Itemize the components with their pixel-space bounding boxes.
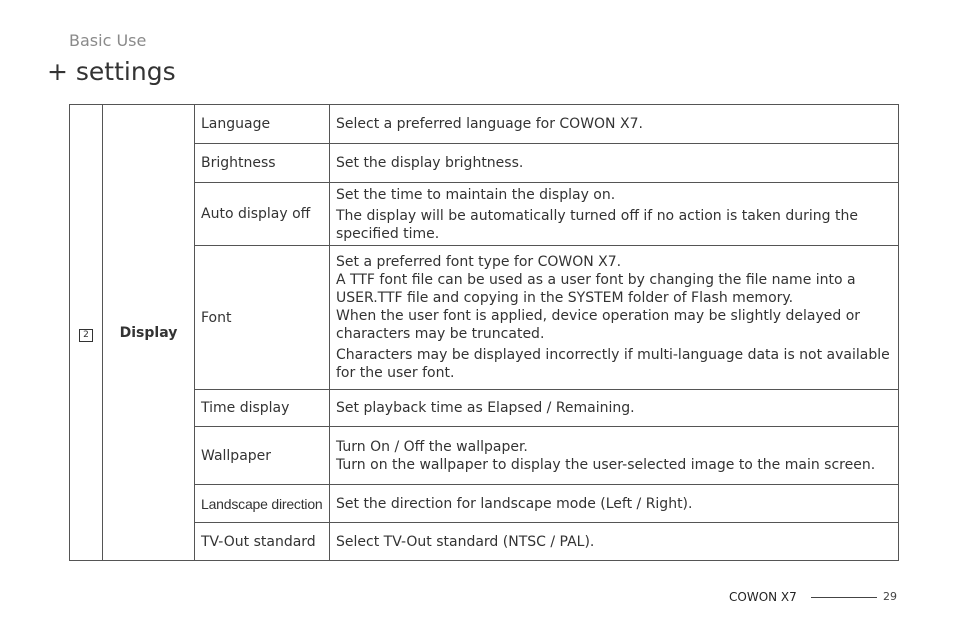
setting-description bbox=[330, 105, 899, 144]
description-line: Set a preferred font type for COWON X7. bbox=[336, 254, 622, 270]
setting-description bbox=[330, 427, 899, 485]
setting-name: Time display bbox=[195, 390, 330, 427]
description-line: When the user font is applied, device operation may be slightly delayed or characters may be truncated. bbox=[336, 308, 861, 342]
setting-name: Landscape direction bbox=[195, 485, 330, 523]
table-row bbox=[70, 144, 899, 183]
description-line: Set the display brightness. bbox=[336, 155, 524, 171]
setting-name: Font bbox=[195, 246, 330, 390]
description-line: Select a preferred language for COWON X7. bbox=[336, 116, 643, 132]
table-row bbox=[70, 427, 899, 485]
setting-name: Brightness bbox=[195, 144, 330, 183]
description-line: Select TV-Out standard (NTSC / PAL). bbox=[336, 533, 595, 550]
page-title: + settings bbox=[47, 57, 176, 86]
setting-name: Auto display off bbox=[195, 183, 330, 246]
setting-name: Language bbox=[195, 105, 330, 144]
table-row bbox=[70, 183, 899, 246]
section-number-badge: 2 bbox=[79, 329, 93, 342]
description-line: Set playback time as Elapsed / Remaining. bbox=[336, 400, 635, 416]
description-line: Turn on the wallpaper to display the user-selected image to the main screen. bbox=[336, 456, 876, 473]
description-line: Set the direction for landscape mode (Left / Right). bbox=[336, 495, 693, 512]
section-number-cell bbox=[70, 105, 103, 561]
description-line: Turn On / Off the wallpaper. bbox=[336, 438, 528, 455]
setting-name: TV-Out standard bbox=[195, 523, 330, 561]
category-cell: Display bbox=[103, 105, 195, 561]
setting-description bbox=[330, 485, 899, 523]
description-line: Set the time to maintain the display on. bbox=[336, 186, 616, 203]
description-line: Characters may be displayed incorrectly if multi-language data is not available for the user font. bbox=[336, 347, 890, 381]
footer-brand: COWON X7 bbox=[729, 590, 797, 604]
description-line: A TTF font file can be used as a user font by changing the file name into a USER.TTF file and copying in the SYSTEM folder of Flash memory. bbox=[336, 272, 856, 306]
setting-description bbox=[330, 144, 899, 183]
table-row bbox=[70, 390, 899, 427]
table-row bbox=[70, 246, 899, 390]
setting-description bbox=[330, 183, 899, 246]
table-row bbox=[70, 485, 899, 523]
settings-table bbox=[69, 104, 899, 561]
setting-description bbox=[330, 390, 899, 427]
footer-divider bbox=[811, 597, 877, 598]
page-number: 29 bbox=[883, 590, 897, 603]
description-line: The display will be automatically turned off if no action is taken during the specified time. bbox=[336, 207, 858, 242]
table-row bbox=[70, 523, 899, 561]
setting-description bbox=[330, 246, 899, 390]
table-row bbox=[70, 105, 899, 144]
setting-name: Wallpaper bbox=[195, 427, 330, 485]
section-label: Basic Use bbox=[69, 31, 147, 50]
setting-description bbox=[330, 523, 899, 561]
